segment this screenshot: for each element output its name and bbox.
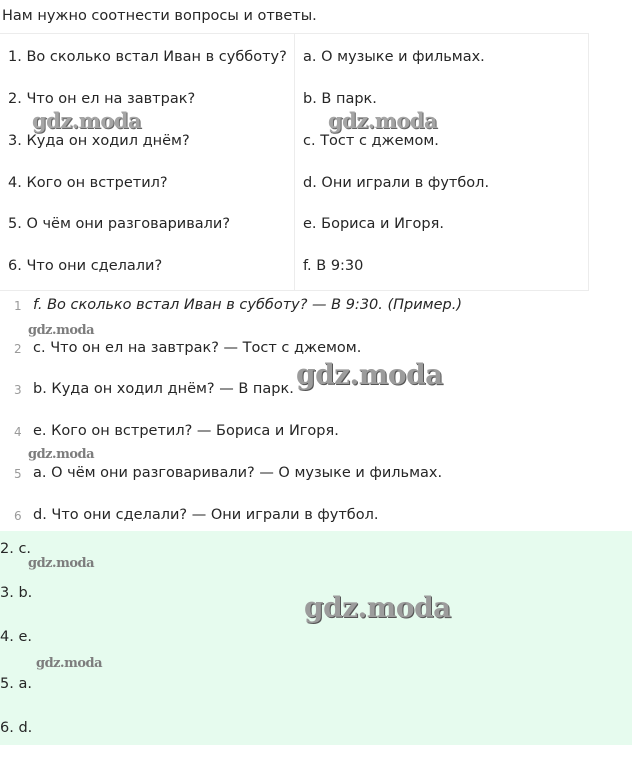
qa-table bbox=[0, 33, 589, 291]
question-cell: 1. Во сколько встал Иван в субботу? bbox=[8, 49, 287, 65]
match-text: e. Кого он встретил? — Бориса и Игоря. bbox=[33, 423, 339, 439]
answer-cell: d. Они играли в футбол. bbox=[303, 175, 490, 191]
short-answer: 4. e. bbox=[0, 629, 32, 645]
match-number: 5 bbox=[14, 467, 22, 481]
match-number: 2 bbox=[14, 342, 22, 356]
watermark: gdz.moda bbox=[28, 323, 95, 338]
answer-cell: e. Бориса и Игоря. bbox=[303, 216, 444, 232]
short-answer: 3. b. bbox=[0, 585, 33, 601]
table-divider bbox=[294, 34, 295, 290]
answer-cell: b. В парк. bbox=[303, 91, 377, 107]
watermark: gdz.moda bbox=[304, 591, 451, 624]
answer-cell: a. О музыке и фильмах. bbox=[303, 49, 485, 65]
answer-cell: c. Тост с джемом. bbox=[303, 133, 439, 149]
intro-text: Нам нужно соотнести вопросы и ответы. bbox=[2, 8, 317, 24]
watermark: gdz.moda bbox=[28, 556, 95, 571]
match-number: 6 bbox=[14, 509, 22, 523]
match-text: d. Что они сделали? — Они играли в футбол. bbox=[33, 507, 379, 523]
short-answer: 2. c. bbox=[0, 541, 32, 557]
short-answer: 5. a. bbox=[0, 676, 32, 692]
match-number: 3 bbox=[14, 383, 22, 397]
match-text: f. Во сколько встал Иван в субботу? — В 9:30. (Пример.) bbox=[33, 297, 463, 313]
short-answer: 6. d. bbox=[0, 720, 33, 736]
watermark: gdz.moda bbox=[36, 656, 103, 671]
match-number: 1 bbox=[14, 299, 22, 313]
question-cell: 6. Что они сделали? bbox=[8, 258, 163, 274]
watermark: gdz.moda bbox=[28, 447, 95, 462]
watermark: gdz.moda bbox=[32, 108, 142, 133]
question-cell: 4. Кого он встретил? bbox=[8, 175, 168, 191]
watermark: gdz.moda bbox=[328, 108, 438, 133]
match-text: a. О чём они разговаривали? — О музыке и фильмах. bbox=[33, 465, 443, 481]
match-text: c. Что он ел на завтрак? — Тост с джемом. bbox=[33, 340, 362, 356]
watermark: gdz.moda bbox=[296, 358, 443, 391]
answer-cell: f. В 9:30 bbox=[303, 258, 364, 274]
match-text: b. Куда он ходил днём? — В парк. bbox=[33, 381, 294, 397]
question-cell: 2. Что он ел на завтрак? bbox=[8, 91, 196, 107]
match-number: 4 bbox=[14, 425, 22, 439]
short-answer-block bbox=[0, 531, 632, 745]
question-cell: 3. Куда он ходил днём? bbox=[8, 133, 190, 149]
question-cell: 5. О чём они разговаривали? bbox=[8, 216, 231, 232]
